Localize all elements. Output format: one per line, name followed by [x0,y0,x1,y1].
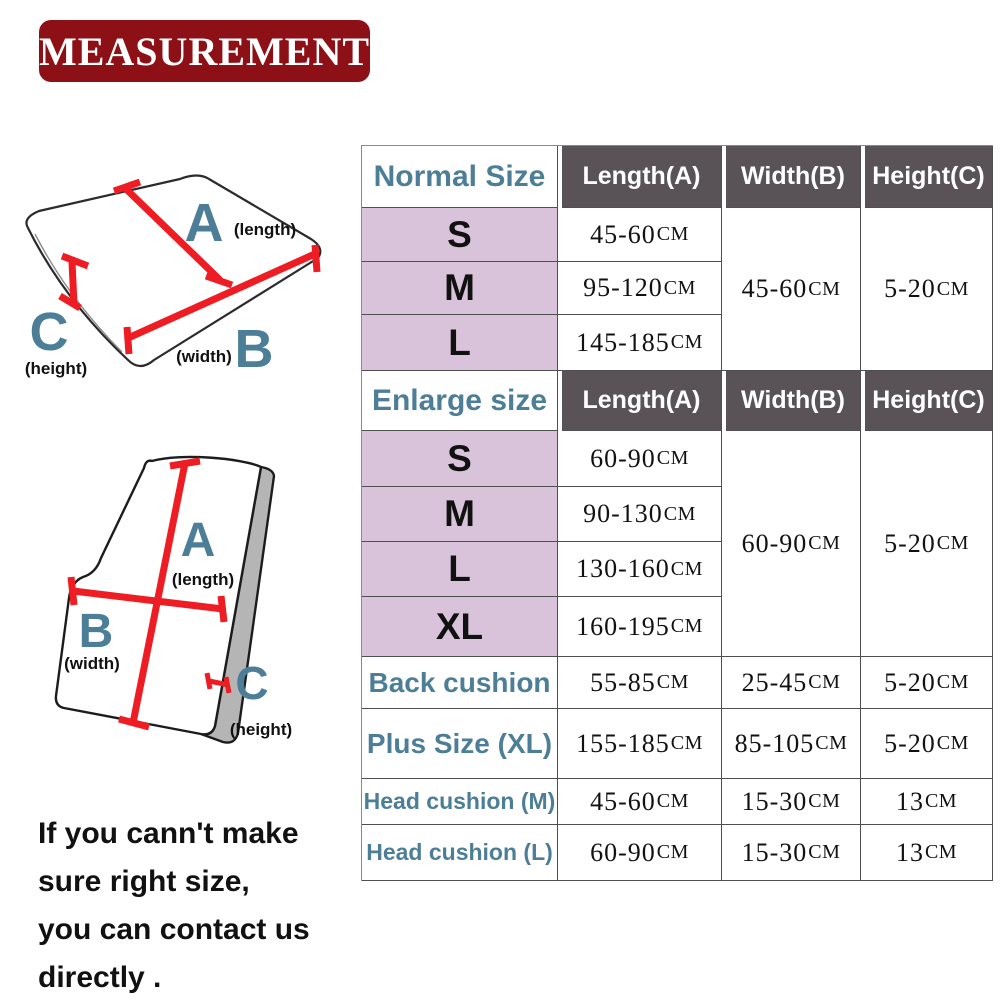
value-number: 5-20 [884,274,936,303]
height-value [861,657,993,709]
size-table [361,145,993,881]
measurement-banner [39,20,370,82]
size-cell-l: L [362,542,558,597]
value-unit: CM [656,447,689,469]
height-value-merged [861,431,993,657]
letter-a: A [184,193,224,253]
note-line: sure right size, [38,865,250,898]
value-number: 95-120 [583,273,663,302]
value-number: 15-30 [741,837,808,867]
seat-cushion-diagram [8,148,356,406]
size-cell-s: S [362,431,558,487]
contact-note [38,810,368,1002]
value-unit: CM [936,277,969,300]
value-unit: CM [924,841,958,863]
value-unit: CM [808,790,841,812]
value-unit: CM [808,532,841,554]
letter-c: C [235,657,269,709]
width-value [722,825,861,881]
note-line: you can contact us [38,913,310,946]
value-number: 85-105 [734,728,815,758]
length-value [558,208,722,262]
length-label: (length) [233,220,297,239]
value-unit: CM [808,841,841,863]
value-number: 55-85 [590,667,656,697]
value-number: 145-185 [576,327,670,357]
letter-b: B [234,319,274,379]
value-unit: CM [670,615,703,637]
plus-size-label: Plus Size (XL) [362,709,558,779]
size-cell-xl: XL [362,597,558,657]
normal-size-title: Normal Size [362,146,558,208]
value-unit: CM [670,331,703,353]
value-unit: CM [656,841,689,863]
height-value [861,825,993,881]
size-cell-m: M [362,487,558,542]
value-unit: CM [670,557,703,580]
value-unit: CM [670,732,703,754]
column-header-length: Length(A) [562,146,722,208]
width-value [722,709,861,779]
letter-b: B [78,605,114,658]
height-label: (height) [24,359,88,378]
value-unit: CM [808,277,841,300]
head-cushion-m-label: Head cushion (M) [362,779,558,825]
value-number: 90-130 [583,499,663,528]
width-value-merged [722,208,861,371]
size-cell-s: S [362,208,558,262]
length-value [558,487,722,542]
length-value [558,542,722,597]
value-unit: CM [663,276,696,299]
value-number: 25-45 [741,667,808,697]
length-value [558,709,722,779]
column-header-height: Height(C) [865,146,993,208]
seat-cushion-svg [8,148,356,406]
column-header-width: Width(B) [726,146,861,208]
length-value [558,825,722,881]
value-unit: CM [924,790,958,812]
value-number: 13 [895,837,924,867]
value-unit: CM [656,223,689,245]
value-unit: CM [936,671,969,693]
value-unit: CM [808,671,841,693]
value-number: 5-20 [884,728,936,758]
width-label: (width) [176,347,232,366]
value-unit: CM [936,732,969,754]
width-label: (width) [64,654,120,673]
value-number: 45-60 [590,219,656,249]
length-value [558,597,722,657]
length-label: (length) [171,570,235,589]
column-header-length: Length(A) [562,371,722,431]
value-unit: CM [663,502,696,525]
value-unit: CM [936,532,969,554]
width-value [722,779,861,825]
value-number: 45-60 [590,786,656,816]
value-number: 60-90 [741,528,808,558]
value-number: 60-90 [590,443,656,473]
enlarge-size-title: Enlarge size [362,371,558,431]
head-cushion-l-label: Head cushion (L) [362,825,558,881]
value-number: 15-30 [741,786,808,816]
length-value [558,657,722,709]
value-number: 130-160 [576,554,670,583]
size-cell-m: M [362,262,558,315]
note-line: If you cann't make [38,817,299,850]
value-number: 5-20 [884,528,936,558]
height-label: (height) [229,720,293,739]
length-value [558,315,722,371]
letter-c: C [29,302,69,362]
height-value-merged [861,208,993,371]
value-number: 160-195 [576,611,670,641]
back-cushion-svg [30,445,322,763]
length-value [558,431,722,487]
value-unit: CM [656,790,689,812]
width-value [722,657,861,709]
letter-a: A [180,514,216,567]
value-number: 60-90 [590,837,656,867]
length-value [558,779,722,825]
height-value [861,709,993,779]
back-cushion-label: Back cushion [362,657,558,709]
column-header-width: Width(B) [726,371,861,431]
column-header-height: Height(C) [865,371,993,431]
value-number: 155-185 [576,728,670,758]
size-cell-l: L [362,315,558,371]
width-value-merged [722,431,861,657]
banner-title: MEASUREMENT [38,28,371,74]
length-value [558,262,722,315]
value-number: 45-60 [741,274,808,303]
value-unit: CM [815,732,848,754]
value-number: 5-20 [884,667,936,697]
back-cushion-diagram [30,445,322,763]
value-unit: CM [656,671,689,693]
note-line: directly . [38,961,162,994]
value-number: 13 [895,786,924,816]
height-value [861,779,993,825]
